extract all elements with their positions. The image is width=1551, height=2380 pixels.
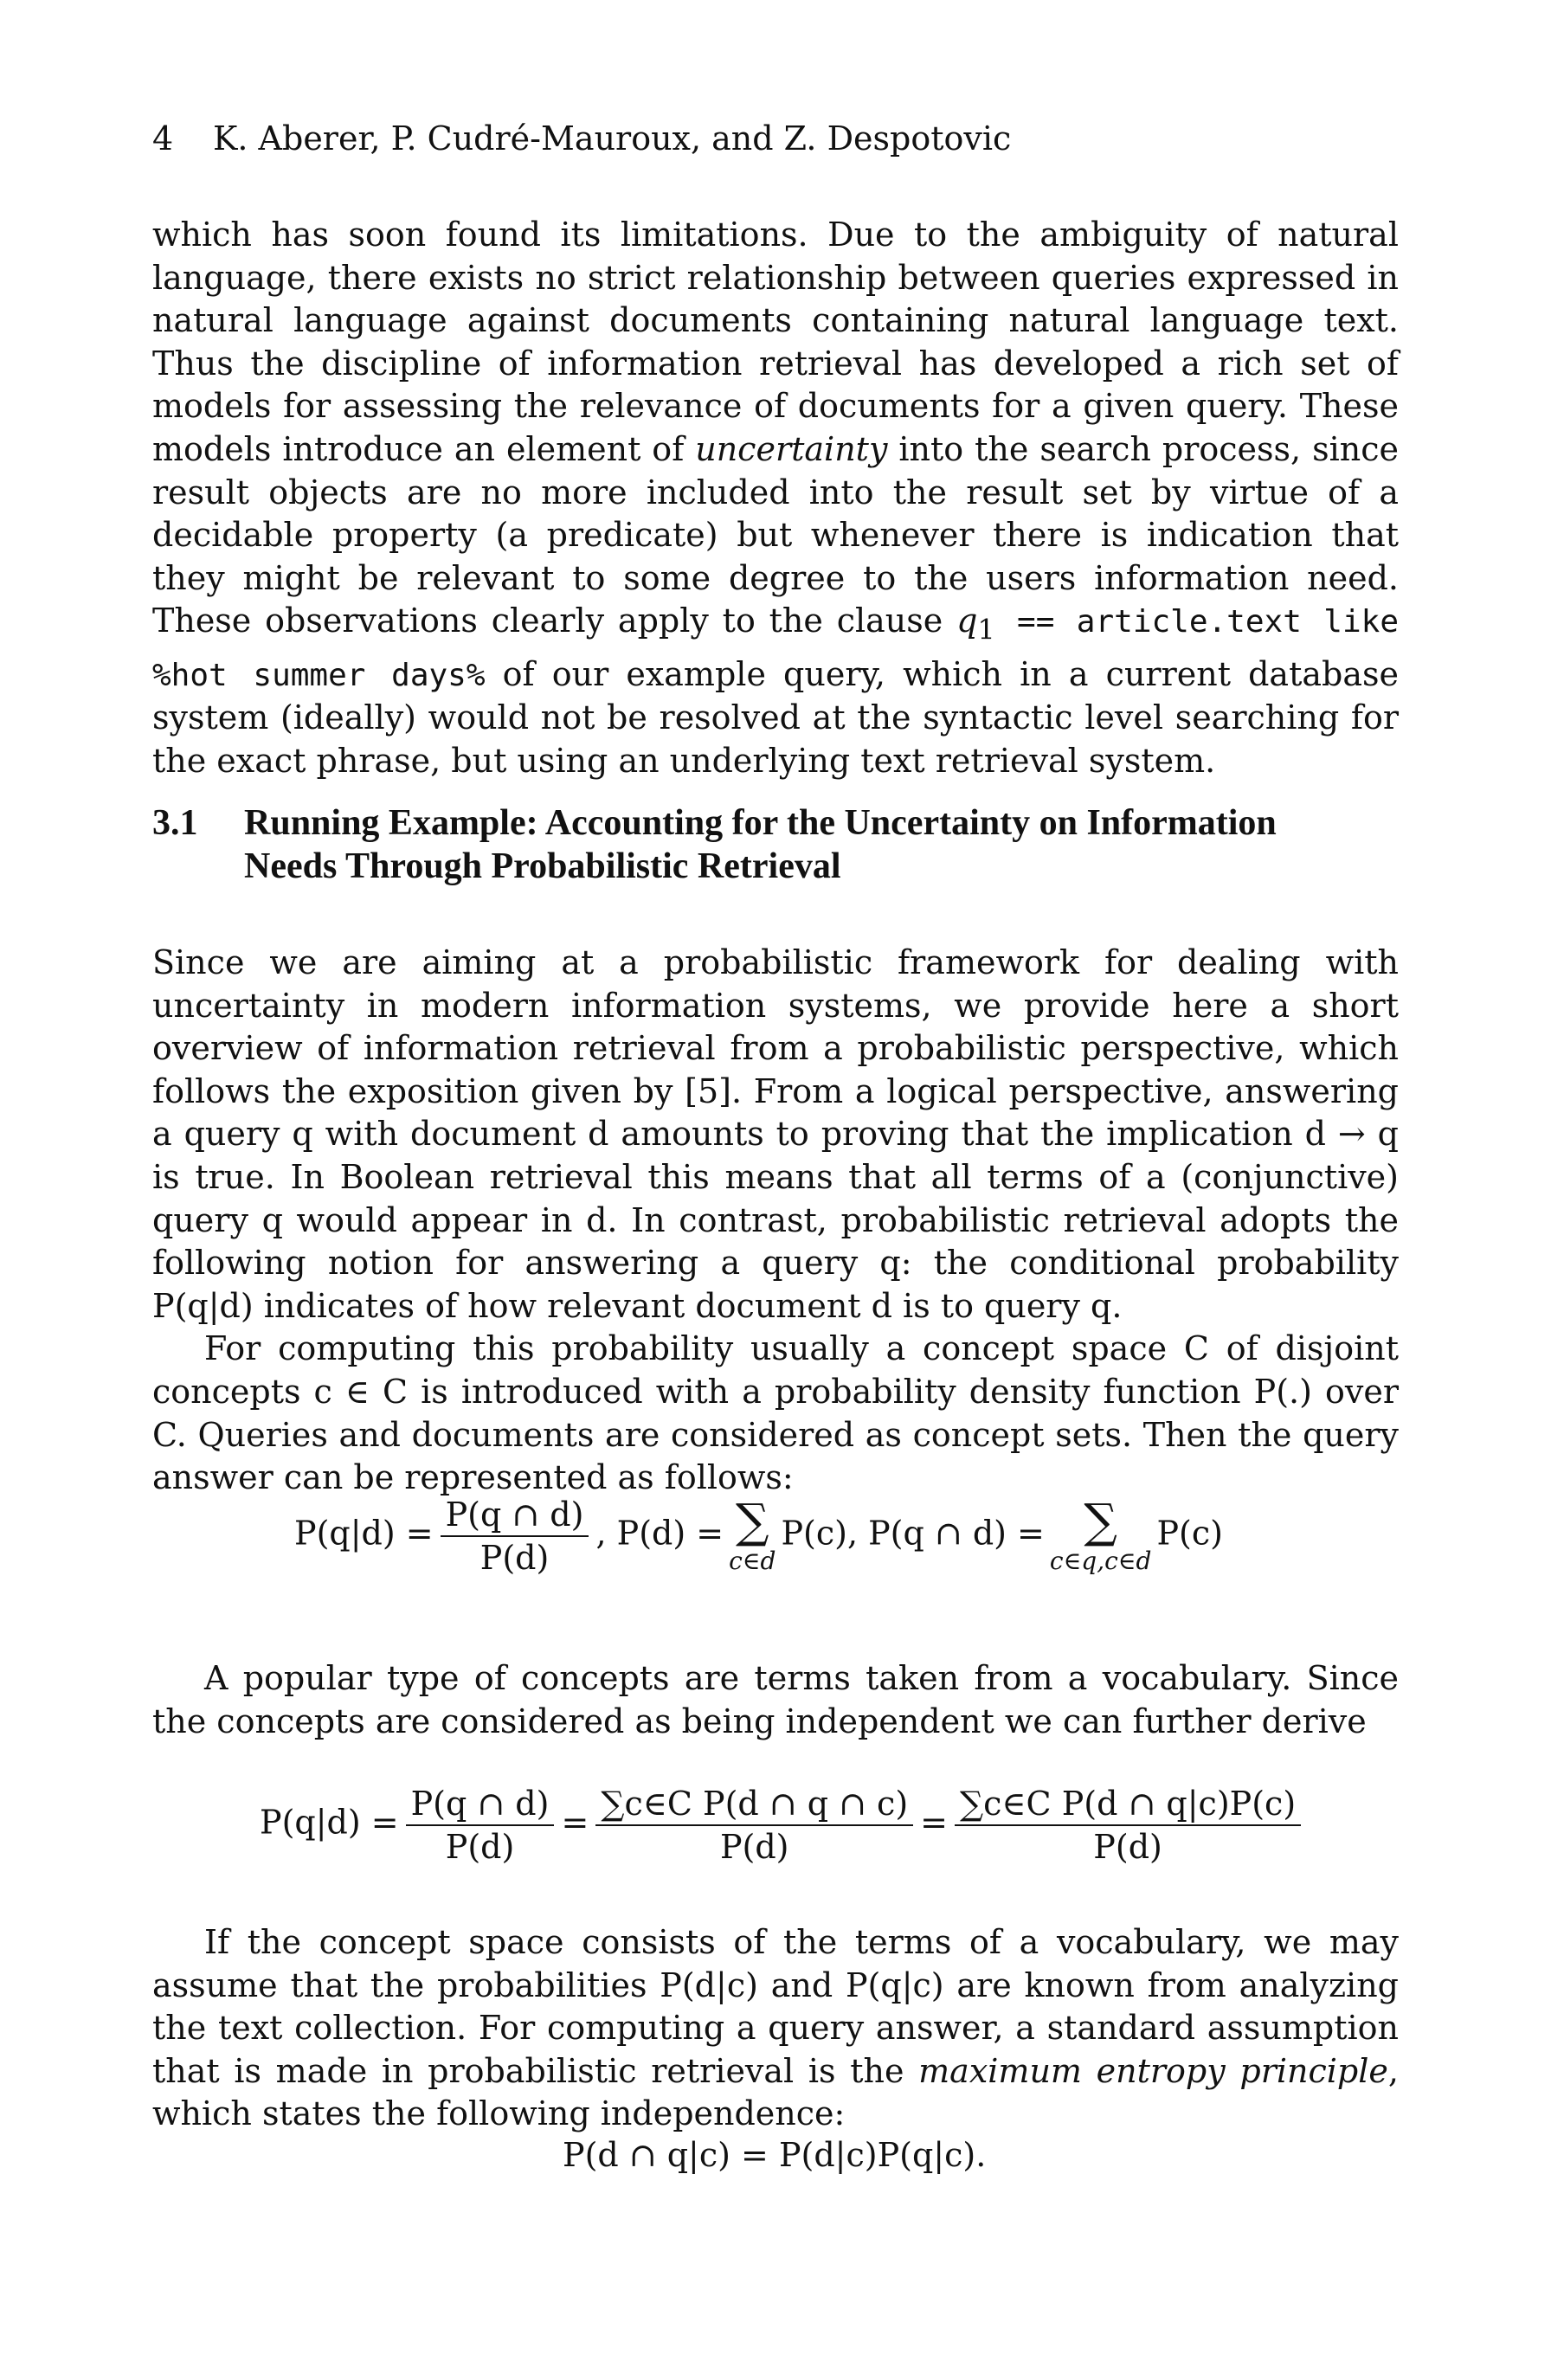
eq1-numerator: P(q ∩ d): [441, 1496, 589, 1537]
overview-text: Since we are aiming at a probabilistic framework for dealing with uncertainty in modern information systems, we provide here a short overview of information retrieval from a probabilistic perspective, which follows the exposition given by [5]. From a logical perspective, answering a query q with document d amounts to proving that the implication d → q is true. In Boolean retrieval this means that all terms of a (conjunctive) query q would appear in d. In contrast, probabilistic retrieval adopts the following notion for answering a query q: the conditional probability P(q|d) indicates of how relevant document d is to query q.: [152, 943, 1399, 1325]
eq2-f1-denominator: P(d): [445, 1828, 515, 1866]
paragraph-intro: [152, 214, 1399, 782]
author-line: K. Aberer, P. Cudré-Mauroux, and Z. Despotovic: [213, 119, 1012, 158]
running-header: [152, 119, 1011, 158]
eq2-fraction-1: [406, 1785, 555, 1866]
eq1-term-1: P(c), P(q ∩ d) =: [781, 1514, 1045, 1553]
eq1-term-2: P(c): [1156, 1514, 1223, 1553]
eq2-equals-1: =: [561, 1803, 589, 1842]
entropy-text-a: If the concept space consists of the terms of a vocabulary, we may assume that the probabilities P(d|c) and P(q|c) are known from analyzing the text collection. For computing a query answer, a standard assumption that is made in probabilistic retrieval is the: [152, 1923, 1399, 2090]
paragraph-overview: [152, 942, 1399, 1500]
section-number: 3.1: [152, 803, 198, 843]
eq2-f3-denominator: P(d): [1093, 1828, 1162, 1866]
entropy-text-b: , which states the following independence:: [152, 2051, 1399, 2133]
eq2-f2-denominator: P(d): [719, 1828, 789, 1866]
equation-2: [260, 1785, 1308, 1866]
intro-text-a: which has soon found its limitations. Due to the ambiguity of natural language, there exists no strict relationship between queries expressed in natural language against documents containing natural language text. Thus the discipline of information retrieval has developed a rich set of models for assessing the relevance of documents for a given query. These models introduce an element of: [152, 215, 1399, 468]
eq1-denominator: P(d): [479, 1539, 550, 1577]
section-title: Running Example: Accounting for the Uncertainty on Information Needs Through Probabilistic Retrieval: [244, 803, 1277, 886]
paragraph-entropy: [152, 1921, 1399, 2136]
eq2-lhs: P(q|d) =: [260, 1803, 399, 1842]
clause-subscript: 1: [977, 614, 995, 646]
sum-1-subscript: c∈d: [729, 1546, 776, 1575]
intro-text-c: of our example query, which in a current database system (ideally) would not be resolved at the syntactic level searching for the exact phrase, but using an underlying text retrieval system.: [152, 654, 1399, 780]
eq3-text: P(d ∩ q|c) = P(d|c)P(q|c).: [563, 2136, 987, 2174]
eq2-fraction-2: [595, 1785, 913, 1866]
clause-variable: q: [956, 601, 978, 640]
equation-1: [294, 1493, 1223, 1577]
eq1-lhs: P(q|d) =: [294, 1514, 434, 1553]
sum-2-subscript: c∈q,c∈d: [1049, 1546, 1152, 1575]
eq2-f1-numerator: P(q ∩ d): [406, 1785, 555, 1826]
page-number: 4: [152, 119, 174, 158]
paragraph-vocabulary: [152, 1657, 1399, 1743]
eq1-sum-2: [1049, 1493, 1152, 1575]
section-heading: [152, 801, 1369, 888]
query-code: == article.text like %hot summer days%: [152, 604, 1399, 693]
concept-space-text: For computing this probability usually a concept space C of disjoint concepts c ∈ C is introduced with a probability density function P(.) over C. Queries and documents are considered as concept sets. Then the query answer can be represented as follows:: [152, 1329, 1399, 1497]
intro-text-b: into the search process, since result objects are no more included into the result set by virtue of a decidable property (a predicate) but whenever there is indication that they might be relevant to some degree to the users information need. These observations clearly apply to the clause: [152, 429, 1399, 640]
eq2-fraction-3: [955, 1785, 1301, 1866]
eq2-f2-numerator: ∑c∈C P(d ∩ q ∩ c): [595, 1785, 913, 1826]
eq1-fraction: [441, 1496, 589, 1577]
sum-symbol: ∑: [735, 1493, 769, 1548]
equation-3: [563, 2136, 986, 2174]
eq2-f3-numerator: ∑c∈C P(d ∩ q|c)P(c): [955, 1785, 1301, 1826]
eq1-middle: , P(d) =: [595, 1514, 724, 1553]
eq2-equals-2: =: [920, 1803, 948, 1842]
eq1-sum-1: [729, 1493, 776, 1575]
sum-symbol: ∑: [1084, 1493, 1117, 1548]
max-entropy-emphasis: maximum entropy principle: [918, 2051, 1388, 2090]
vocabulary-text: A popular type of concepts are terms taken from a vocabulary. Since the concepts are considered as being independent we can further derive: [152, 1659, 1399, 1740]
uncertainty-emphasis: uncertainty: [695, 429, 888, 468]
